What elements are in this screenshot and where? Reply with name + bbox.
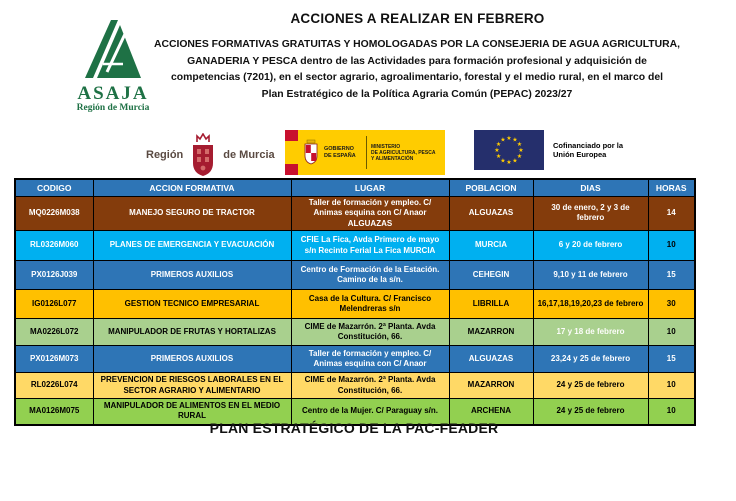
eu-caption-line-2: Unión Europea [553,150,607,159]
svg-text:★: ★ [518,147,524,154]
cell-accion: PRIMEROS AUXILIOS [93,346,291,373]
region-murcia-logo [146,133,275,177]
cell-poblacion: CEHEGIN [449,261,533,290]
cell-accion: MANIPULADOR DE ALIMENTOS EN EL MEDIO RURAL [93,399,291,425]
cell-lugar: Taller de formación y empleo. C/ Animas esquina con C/ Anaor ALGUAZAS [291,196,449,231]
cell-poblacion: MURCIA [449,231,533,261]
eu-caption-line-1: Cofinanciado por la [553,141,624,150]
table-row [15,319,695,346]
spain-gov-line-1: GOBIERNO [324,146,354,152]
eu-flag-icon [474,130,544,170]
spain-coat-of-arms-icon [298,130,324,175]
cell-lugar: CIME de Mazarrón. 2ª Planta. Avda Constitución, 66. [291,319,449,346]
page-title: ACCIONES A REALIZAR EN FEBRERO [290,11,545,26]
spain-min-line-2: DE AGRICULTURA, PESCA [371,149,436,156]
cell-dias: 17 y 18 de febrero [533,319,648,346]
svg-text:★: ★ [495,153,502,160]
table-row [15,373,695,399]
svg-text:★: ★ [506,135,512,142]
intro-line-3: competencias (7201), en el sector agrario, agroalimentario, forestal y el medio rural, en el marco del [170,72,663,83]
spain-government-label [324,130,362,175]
murcia-shield-icon [188,133,218,177]
intro-line-1: ACCIONES FORMATIVAS GRATUITAS Y HOMOLOGADAS POR LA CONSEJERIA DE AGUA AGRICULTURA, [153,39,681,50]
cell-codigo: MA0126M075 [15,399,93,425]
intro-line-4: Plan Estratégico de la Política Agraria Común (PEPAC) 2023/27 [261,88,573,100]
spain-min-line-3: Y ALIMENTACIÓN [371,155,414,162]
col-header-dias: DIAS [533,179,648,196]
cell-dias: 30 de enero, 2 y 3 de febrero [533,196,648,231]
intro-line-2: GANADERIA Y PESCA dentro de las Actividades para formación profesional y adquisición de [187,55,647,67]
spain-government-logo [285,130,445,175]
cell-codigo: MQ0226M038 [15,196,93,231]
cell-poblacion: LIBRILLA [449,290,533,319]
cell-horas: 15 [648,346,695,373]
table-row [15,346,695,373]
spain-logo-divider [366,136,367,169]
cell-dias: 16,17,18,19,20,23 de febrero [533,290,648,319]
cell-poblacion: ALGUAZAS [449,196,533,231]
cell-lugar: Casa de la Cultura. C/ Francisco Melendreras s/n [291,290,449,319]
cell-dias: 23,24 y 25 de febrero [533,346,648,373]
cell-horas: 10 [648,373,695,399]
cell-accion: MANIPULADOR DE FRUTAS Y HORTALIZAS [93,319,291,346]
svg-text:★: ★ [516,141,523,148]
svg-text:★: ★ [500,157,506,165]
cell-accion: GESTION TECNICO EMPRESARIAL [93,290,291,319]
table-row [15,261,695,290]
svg-text:★: ★ [512,136,518,144]
cell-accion: PLANES DE EMERGENCIA Y EVACUACIÓN [93,231,291,261]
spain-min-line-1: MINISTERIO [371,143,401,150]
col-header-horas: HORAS [648,179,695,196]
cell-lugar: CIME de Mazarrón. 2ª Planta. Avda Constitución, 66. [291,373,449,399]
svg-text:★: ★ [516,153,523,160]
cell-dias: 9,10 y 11 de febrero [533,261,648,290]
asaja-region-label: Región de Murcia [76,103,150,113]
spain-gov-line-2: DE ESPAÑA [324,152,356,159]
murcia-label-left: Región [146,149,184,161]
cell-accion: PREVENCION DE RIESGOS LABORALES EN EL SECTOR AGRARIO Y ALIMENTARIO [93,373,291,399]
cell-dias: 6 y 20 de febrero [533,231,648,261]
cell-poblacion: ARCHENA [449,399,533,425]
cell-horas: 10 [648,231,695,261]
cell-lugar: Centro de Formación de la Estación. Camino de la s/n. [291,261,449,290]
cell-lugar: CFIE La Fica, Avda Primero de mayo s/n Recinto Ferial La Fica MURCIA [291,231,449,261]
cell-dias: 24 y 25 de febrero [533,399,648,425]
cell-lugar: Centro de la Mujer. C/ Paraguay s/n. [291,399,449,425]
spain-flag-icon [285,130,298,175]
svg-text:★: ★ [512,157,518,165]
courses-table [14,178,696,426]
cell-accion: MANEJO SEGURO DE TRACTOR [93,196,291,231]
col-header-accion: ACCION FORMATIVA [93,179,291,196]
col-header-poblacion: POBLACION [449,179,533,196]
spain-ministry-label [371,130,445,175]
col-header-lugar: LUGAR [291,179,449,196]
cell-dias: 24 y 25 de febrero [533,373,648,399]
svg-text:★: ★ [494,147,500,154]
table-row [15,290,695,319]
svg-text:★: ★ [506,159,512,166]
cell-codigo: RL0226L074 [15,373,93,399]
cell-horas: 14 [648,196,695,231]
cell-horas: 15 [648,261,695,290]
cell-codigo: PX0126J039 [15,261,93,290]
cell-horas: 30 [648,290,695,319]
cell-codigo: IG0126L077 [15,290,93,319]
table-header-row [15,179,695,196]
cell-codigo: RL0326M060 [15,231,93,261]
svg-text:★: ★ [495,141,502,148]
cell-codigo: PX0126M073 [15,346,93,373]
col-header-codigo: CODIGO [15,179,93,196]
eu-cofinancing-logo [474,130,623,170]
footer-title: PLAN ESTRATÉGICO DE LA PAC-FEADER [209,420,499,436]
cell-accion: PRIMEROS AUXILIOS [93,261,291,290]
asaja-wordmark: ASAJA [77,83,149,104]
cell-poblacion: MAZARRON [449,373,533,399]
murcia-label-right: de Murcia [223,149,275,161]
cell-horas: 10 [648,319,695,346]
cell-codigo: MA0226L072 [15,319,93,346]
intro-paragraph [138,37,696,103]
eu-caption [553,141,623,159]
svg-text:★: ★ [500,136,506,144]
cell-horas: 10 [648,399,695,425]
table-row [15,196,695,231]
table-row [15,231,695,261]
cell-poblacion: MAZARRON [449,319,533,346]
cell-poblacion: ALGUAZAS [449,346,533,373]
asaja-tree-icon [82,18,144,80]
cell-lugar: Taller de formación y empleo. C/ Animas esquina con C/ Anaor [291,346,449,373]
